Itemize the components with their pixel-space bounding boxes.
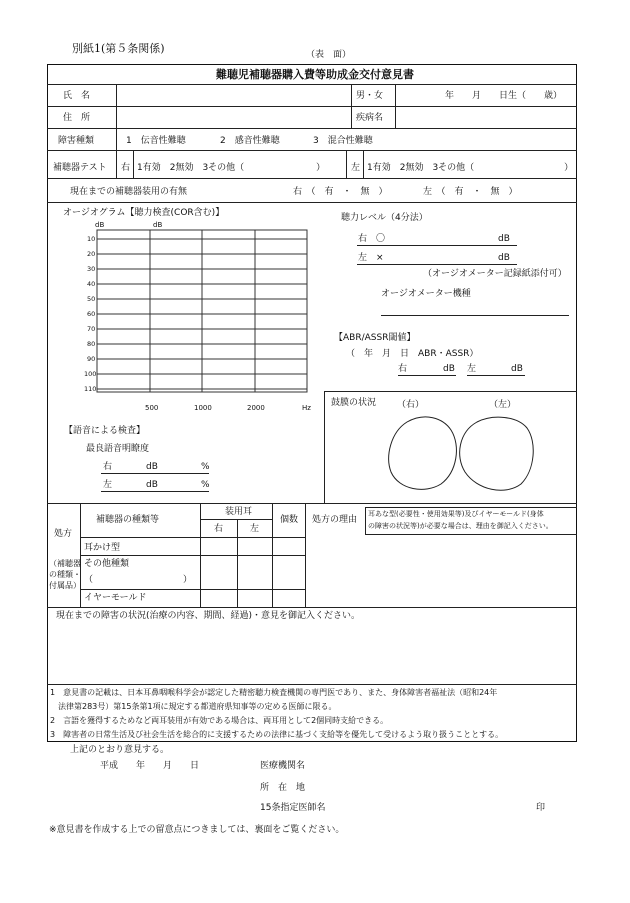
speech-subtitle: 最良語音明瞭度 (86, 444, 150, 454)
sex-choice[interactable]: 男・女 (356, 91, 384, 101)
test-right-label: 右 (121, 163, 131, 173)
eardrum-left-label: （左） (489, 400, 517, 410)
hearing-left: 左 × (358, 253, 384, 263)
audiogram-chart[interactable] (75, 229, 315, 404)
y-tick: 40 (87, 280, 96, 288)
prescription-label: 処方 (54, 529, 73, 539)
disease-field[interactable] (400, 110, 570, 122)
eardrum-drawing[interactable] (385, 410, 565, 495)
audiogram-db-right: dB (153, 221, 163, 229)
name-field[interactable] (120, 88, 348, 100)
speech-title: 【語音による検査】 (64, 426, 146, 436)
history-right[interactable]: 右 （ 有 ・ 無 ） (293, 187, 388, 197)
sign-statement: 上記のとおり意見する。 (70, 745, 170, 755)
prescription-sub-label: （補聴器 の種類・ 付属品） (49, 559, 81, 590)
date-of-birth[interactable]: 年 月 日生（ 歳） (445, 91, 563, 101)
y-tick: 70 (87, 325, 96, 333)
col-right: 右 (214, 524, 224, 534)
y-tick: 50 (87, 295, 96, 303)
type-other-detail[interactable]: （ ） (84, 575, 193, 585)
note-3: 3 障害者の日常生活及び社会生活を総合的に支援するための法律に基づく支給等を優先して受けるよう取り扱うこととする。 (50, 730, 504, 739)
hearing-right-unit: dB (498, 234, 510, 244)
hearing-right: 右 〇 (358, 234, 386, 244)
x-tick: 500 (145, 404, 159, 412)
x-tick-unit: Hz (302, 404, 311, 412)
abr-title: 【ABR/ASSR閾値】 (334, 333, 416, 343)
form-title: 難聴児補聴器購入費等助成金交付意見書 (216, 68, 414, 81)
eardrum-right-label: （右） (397, 400, 425, 410)
side-label: （表 面） (306, 50, 352, 60)
y-tick: 30 (87, 265, 96, 273)
history-label: 現在までの補聴器装用の有無 (70, 187, 188, 197)
col-reason: 処方の理由 (312, 515, 358, 525)
disability-option-2[interactable]: 2 感音性難聴 (220, 136, 280, 146)
speech-right-pct: % (201, 462, 210, 472)
audiogram-db-left: dB (95, 221, 105, 229)
speech-left: 左 (103, 480, 113, 490)
abr-left: 左 (467, 364, 477, 374)
sign-org: 医療機関名 (260, 761, 306, 771)
reason-note-1: 耳あな型(必要性・使用効果等)及びイヤーモールド(身体 (368, 510, 544, 518)
status-field[interactable] (52, 626, 572, 681)
col-count: 個数 (280, 515, 299, 525)
seal-mark: 印 (536, 803, 546, 813)
disability-option-3[interactable]: 3 混合性難聴 (313, 136, 373, 146)
abr-right-unit: dB (443, 364, 455, 374)
name-label: 氏 名 (63, 91, 91, 101)
x-tick: 2000 (247, 404, 265, 412)
audiogram-title: オージオグラム【聴力検査(COR含む)】 (63, 208, 225, 218)
note-1-cont: 法律第283号）第15条第1項に規定する都道府県知事等の定める医師に限る。 (58, 702, 337, 711)
hearing-left-unit: dB (498, 253, 510, 263)
hearing-level-title: 聴力レベル（4分法） (341, 213, 428, 223)
speech-left-db: dB (146, 480, 158, 490)
y-tick: 60 (87, 310, 96, 318)
footer-note: ※意見書を作成する上での留意点につきましては、裏面をご覧ください。 (49, 825, 345, 835)
note-2: 2 言語を獲得するためなど両耳装用が有効である場合は、両耳用として2個同時支給できる。 (50, 716, 389, 725)
speech-right-db: dB (146, 462, 158, 472)
test-label: 補聴器テスト (53, 163, 107, 173)
speech-left-pct: % (201, 480, 210, 490)
audiometer-model: オージオメーター機種 (381, 289, 471, 299)
right-eardrum-icon (389, 417, 457, 489)
y-tick: 110 (84, 385, 97, 393)
y-tick: 100 (84, 370, 97, 378)
history-left[interactable]: 左 （ 有 ・ 無 ） (423, 187, 518, 197)
eardrum-title: 鼓膜の状況 (331, 398, 377, 408)
reason-note-2: の障害の状況等)が必要な場合は、理由を御記入ください。 (368, 522, 553, 530)
col-left: 左 (250, 524, 260, 534)
sign-address: 所 在 地 (260, 783, 306, 793)
address-field[interactable] (120, 110, 348, 122)
test-left-options[interactable]: 1有効 2無効 3その他（ ） (367, 163, 574, 173)
y-tick: 90 (87, 355, 96, 363)
address-label: 住 所 (63, 113, 91, 123)
col-ear: 装用耳 (225, 507, 253, 517)
annex-label: 別紙1(第５条関係) (72, 42, 165, 55)
left-eardrum-icon (460, 417, 534, 490)
test-left-label: 左 (351, 163, 361, 173)
disease-label: 疾病名 (356, 113, 384, 123)
type-behind-ear[interactable]: 耳かけ型 (84, 543, 121, 553)
sign-date[interactable]: 平成 年 月 日 (100, 761, 200, 771)
reason-field[interactable] (310, 538, 572, 603)
sign-doctor: 15条指定医師名 (260, 803, 326, 813)
col-type: 補聴器の種類等 (96, 515, 160, 525)
type-earmold[interactable]: イヤーモールド (84, 593, 147, 603)
y-tick: 20 (87, 250, 96, 258)
audiometer-note: （オージオメーター記録紙添付可） (423, 269, 567, 279)
disability-option-1[interactable]: 1 伝音性難聴 (126, 136, 186, 146)
abr-left-unit: dB (511, 364, 523, 374)
type-other[interactable]: その他種類 (84, 559, 130, 569)
y-tick: 10 (87, 235, 96, 243)
test-right-options[interactable]: 1有効 2無効 3その他（ ） (137, 163, 326, 173)
x-tick: 1000 (194, 404, 212, 412)
disability-label: 障害種類 (58, 136, 95, 146)
status-label: 現在までの障害の状況(治療の内容、期間、経過)・意見を御記入ください。 (56, 611, 361, 621)
abr-date[interactable]: （ 年 月 日 ABR・ASSR） (346, 349, 479, 359)
speech-right: 右 (103, 462, 113, 472)
note-1: 1 意見書の記載は、日本耳鼻咽喉科学会が認定した精密聴力検査機関の専門医であり、また、身体障害者福祉法（昭和24年 (50, 688, 498, 697)
abr-right: 右 (398, 364, 408, 374)
y-tick: 80 (87, 340, 96, 348)
